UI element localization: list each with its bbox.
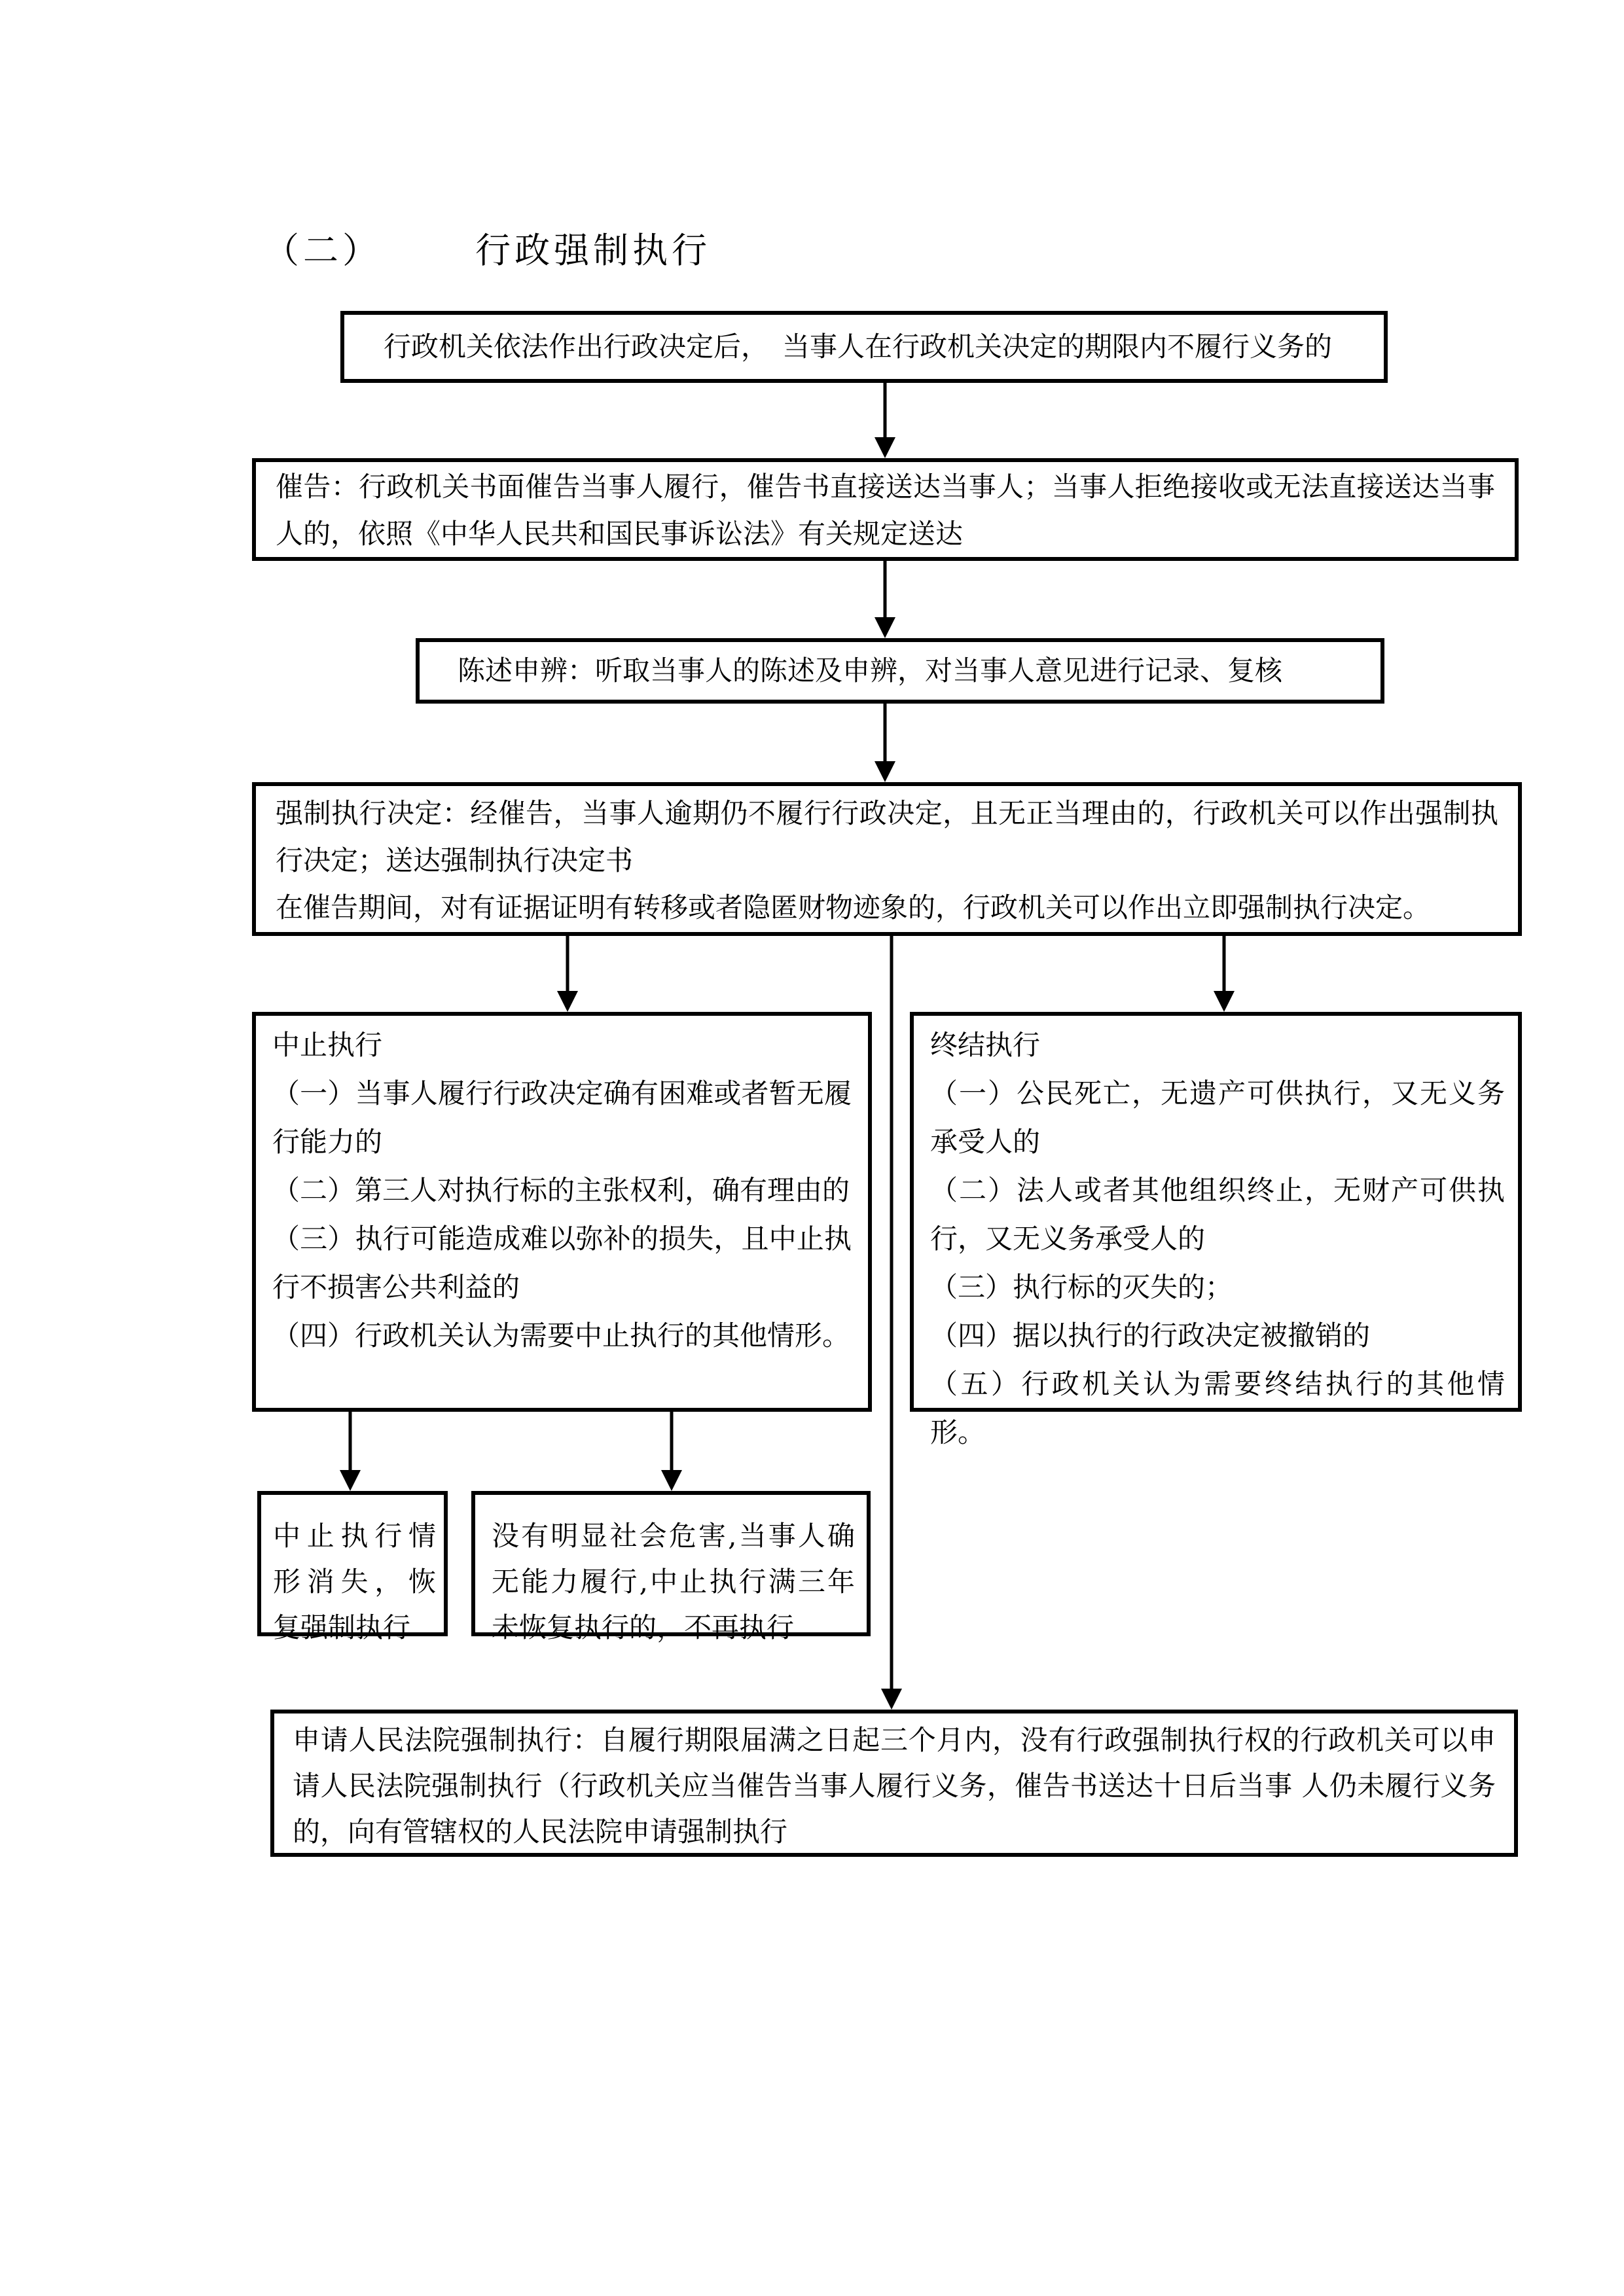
suspend-item-3: （三）执行可能造成难以弥补的损失，且中止执行不损害公共利益的 (272, 1223, 852, 1303)
terminate-item-3: （三）执行标的灭失的； (930, 1271, 1233, 1303)
arrow-decision-to-terminate (1214, 936, 1235, 1012)
flow-box-resume-enforcement (257, 1491, 448, 1643)
flow-box-terminate-execution (910, 1012, 1522, 1448)
flow-box-enforcement-decision (252, 782, 1522, 936)
flow-box-apply-court-enforcement-text: 申请人民法院强制执行：自履行期限届满之日起三个月内，没有行政强制执行权的行政机关可以申请人民法院强制执行（行政机关应当催告当事人履行义务，催告书送达十日后当事 人仍未履行义务的，向有管辖权的人民法院申请强制执行 (293, 1724, 1496, 1848)
arrow-suspend-to-nofurther (661, 1412, 682, 1491)
enforcement-decision-line1: 强制执行决定：经催告，当事人逾期仍不履行行政决定，且无正当理由的，行政机关可以作出强制执行决定；送达强制执行决定书 (276, 797, 1498, 876)
flow-box-no-further-execution (471, 1491, 871, 1643)
terminate-item-4: （四）据以执行的行政决定被撤销的 (930, 1319, 1371, 1352)
terminate-item-5: （五）行政机关认为需要终结执行的其他情形。 (930, 1368, 1505, 1448)
flow-box-cuigao (252, 458, 1519, 561)
terminate-heading: 终结执行 (930, 1029, 1041, 1061)
flow-box-no-further-execution-text: 没有明显社会危害,当事人确无能力履行,中止执行满三年未恢复执行的，不再执行 (492, 1520, 855, 1643)
suspend-heading: 中止执行 (272, 1029, 383, 1061)
arrow-decision-to-suspend (557, 936, 578, 1012)
flow-box-statement-defense (416, 638, 1384, 704)
flow-box-resume-enforcement-text: 中止执行情形消失，恢复强制执行 (273, 1520, 436, 1643)
arrow-suspend-to-resume (340, 1412, 361, 1491)
suspend-item-4: （四）行政机关认为需要中止执行的其他情形。 (272, 1319, 850, 1352)
terminate-item-1: （一）公民死亡，无遗产可供执行，又无义务承受人的 (930, 1077, 1505, 1158)
arrow-cuigao-to-statement (875, 561, 895, 638)
arrow-initial-to-cuigao (875, 383, 895, 458)
terminate-item-2: （二）法人或者其他组织终止，无财产可供执行，又无义务承受人的 (930, 1174, 1505, 1255)
title-text: 行政强制执行 (475, 230, 712, 271)
suspend-item-1: （一）当事人履行行政决定确有困难或者暂无履行能力的 (272, 1077, 852, 1158)
flow-box-decision-made (340, 311, 1388, 383)
suspend-item-2: （二）第三人对执行标的主张权利，确有理由的 (272, 1174, 850, 1206)
flow-box-decision-made-text: 行政机关依法作出行政决定后， 当事人在行政机关决定的期限内不履行义务的 (384, 331, 1333, 363)
flow-box-statement-defense-text: 陈述申辨：听取当事人的陈述及申辨，对当事人意见进行记录、复核 (458, 655, 1283, 687)
flow-box-cuigao-text: 催告：行政机关书面催告当事人履行，催告书直接送达当事人；当事人拒绝接收或无法直接送达当事人的，依照《中华人民共和国民事诉讼法》有关规定送达 (276, 471, 1495, 550)
flow-box-suspend-execution (252, 1012, 872, 1412)
enforcement-decision-line2: 在催告期间，对有证据证明有转移或者隐匿财物迹象的，行政机关可以作出立即强制执行决定。 (276, 891, 1431, 924)
arrow-statement-to-decision (875, 704, 895, 782)
flow-box-apply-court-enforcement (270, 1710, 1518, 1857)
arrow-decision-to-court (881, 936, 902, 1710)
title-section-number: （二） (264, 230, 382, 271)
